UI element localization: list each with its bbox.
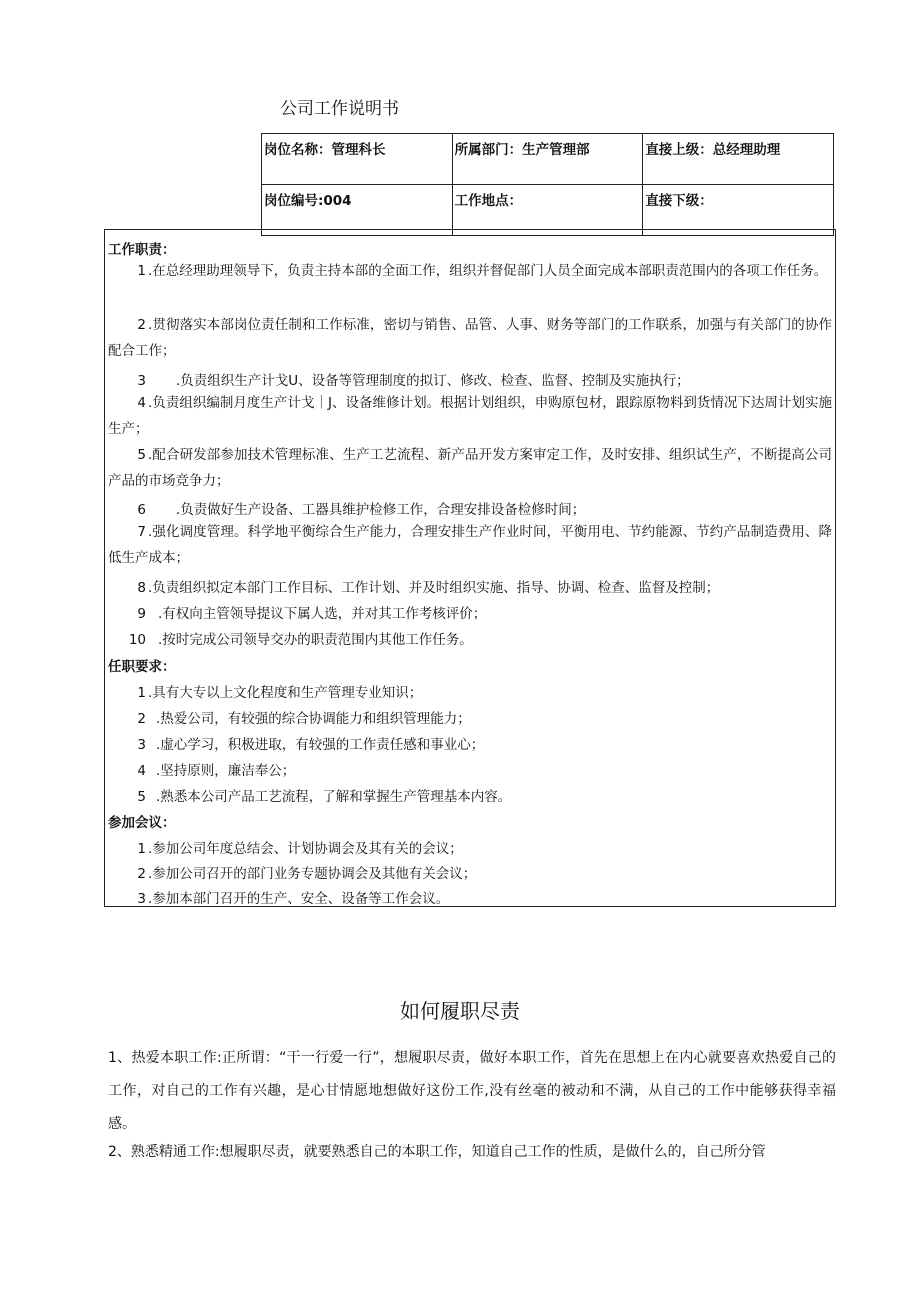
item-number: 4: [137, 763, 146, 779]
item-number: 5: [137, 789, 146, 805]
requirement-item: [108, 733, 484, 753]
section-title: 如何履职尽责: [400, 999, 520, 1023]
meetings-heading: 参加会议：: [108, 815, 176, 831]
item-text: .贯彻落实本部岗位责任制和工作标准，密切与销售、品管、人事、财务等部门的工作联系，加强与有关部门的协作配合工作；: [108, 317, 832, 359]
requirement-item: [108, 681, 422, 701]
item-number: 2: [137, 317, 146, 333]
item-number: 2: [137, 866, 146, 882]
location-cell: 工作地点：: [452, 185, 643, 236]
item-number: 3: [137, 373, 146, 389]
item-number: 4: [137, 395, 146, 411]
header-row: [262, 185, 834, 236]
job-description-box: [104, 229, 836, 907]
meeting-item: [108, 862, 476, 882]
duty-item: [108, 312, 832, 364]
item-text: .虚心学习，积极进取，有较强的工作责任感和事业心；: [156, 737, 485, 753]
duty-item: [108, 628, 473, 648]
item-text: .配合研发部参加技术管理标准、生产工艺流程、新产品开发方案审定工作，及时安排、组织试生产，不断提高公司产品的市场竞争力；: [108, 447, 832, 489]
item-text: .负责组织生产计戈U、设备等管理制度的拟订、修改、检查、监督、控制及实施执行；: [176, 373, 690, 389]
item-text: .负责组织拟定本部门工作目标、工作计划、并及时组织实施、指导、协调、检查、监督及控制；: [148, 580, 720, 596]
duty-item: [108, 602, 486, 622]
item-text: .具有大专以上文化程度和生产管理专业知识；: [148, 685, 423, 701]
paragraph: 2、熟悉精通工作:想履职尽责，就要熟悉自己的本职工作，知道自己工作的性质，是做什么的，自己所分管: [108, 1144, 766, 1160]
item-text: .强化调度管理。科学地平衡综合生产能力，合理安排生产作业时间，平衡用电、节约能源、节约产品制造费用、降低生产成本；: [108, 524, 832, 566]
meeting-item: [108, 837, 463, 857]
duty-item: [108, 576, 719, 596]
item-number: 6: [137, 502, 146, 518]
item-number: 1: [137, 685, 146, 701]
duties-heading: 工作职责：: [108, 242, 176, 258]
header-row: [262, 134, 834, 185]
item-number: 2: [137, 711, 146, 727]
item-number: 1: [137, 841, 146, 857]
item-text: .热爱公司，有较强的综合协调能力和组织管理能力；: [156, 711, 471, 727]
item-text: .参加公司召开的部门业务专题协调会及其他有关会议；: [148, 866, 477, 882]
item-number: 7: [137, 524, 146, 540]
item-number: 9: [137, 606, 146, 622]
paragraph: 1、热爱本职工作:正所谓：“干一行爱一行”，想履职尽责，做好本职工作，首先在思想上在内心就要喜欢热爱自己的工作，对自己的工作有兴趣，是心甘情愿地想做好这份工作,没有丝毫的被动和不满，从自己的工作中能够获得幸福感。: [108, 1050, 836, 1132]
item-number: 3: [137, 891, 146, 907]
position-header-table: [261, 133, 834, 236]
item-text: .熟悉本公司产品工艺流程，了解和掌握生产管理基本内容。: [156, 789, 512, 805]
department-cell: 所属部门：生产管理部: [452, 134, 643, 185]
subordinate-cell: 直接下级：: [643, 185, 834, 236]
requirement-item: [108, 759, 295, 779]
duty-item: [108, 258, 832, 284]
duty-item: [108, 390, 832, 442]
item-text: .有权向主管领导提议下属人选，并对其工作考核评价；: [158, 606, 487, 622]
duty-item: [108, 369, 690, 389]
meeting-item: [108, 887, 449, 907]
item-text: .坚持原则，廉洁奉公；: [156, 763, 296, 779]
requirement-item: [108, 707, 471, 727]
item-number: 5: [137, 447, 146, 463]
item-text: .负责做好生产设备、工器具维护检修工作，合理安排设备检修时间；: [176, 502, 586, 518]
duty-item: [108, 519, 832, 571]
item-number: 1: [137, 263, 146, 279]
item-number: 10: [128, 632, 146, 648]
item-number: 8: [137, 580, 146, 596]
requirement-item: [108, 785, 511, 805]
superior-cell: 直接上级：总经理助理: [643, 134, 834, 185]
duty-item: [108, 498, 585, 518]
requirements-heading: 任职要求：: [108, 659, 176, 675]
duty-item: [108, 442, 832, 494]
item-number: 3: [137, 737, 146, 753]
item-text: .参加本部门召开的生产、安全、设备等工作会议。: [148, 891, 450, 907]
position-code-cell: 岗位编号:004: [262, 185, 453, 236]
document-title: 公司工作说明书: [280, 99, 399, 119]
item-text: .在总经理助理领导下，负责主持本部的全面工作，组织并督促部门人员全面完成本部职责范围内的各项工作任务。: [148, 263, 828, 279]
item-text: .负责组织编制月度生产计戈｜J、设备维修计划。根据计划组织，申购原包材，跟踪原物料到货情况下达周计划实施生产；: [108, 395, 832, 437]
item-text: .按时完成公司领导交办的职责范围内其他工作任务。: [158, 632, 473, 648]
item-text: .参加公司年度总结会、计划协调会及其有关的会议；: [148, 841, 463, 857]
position-name-cell: 岗位名称：管理科长: [262, 134, 453, 185]
